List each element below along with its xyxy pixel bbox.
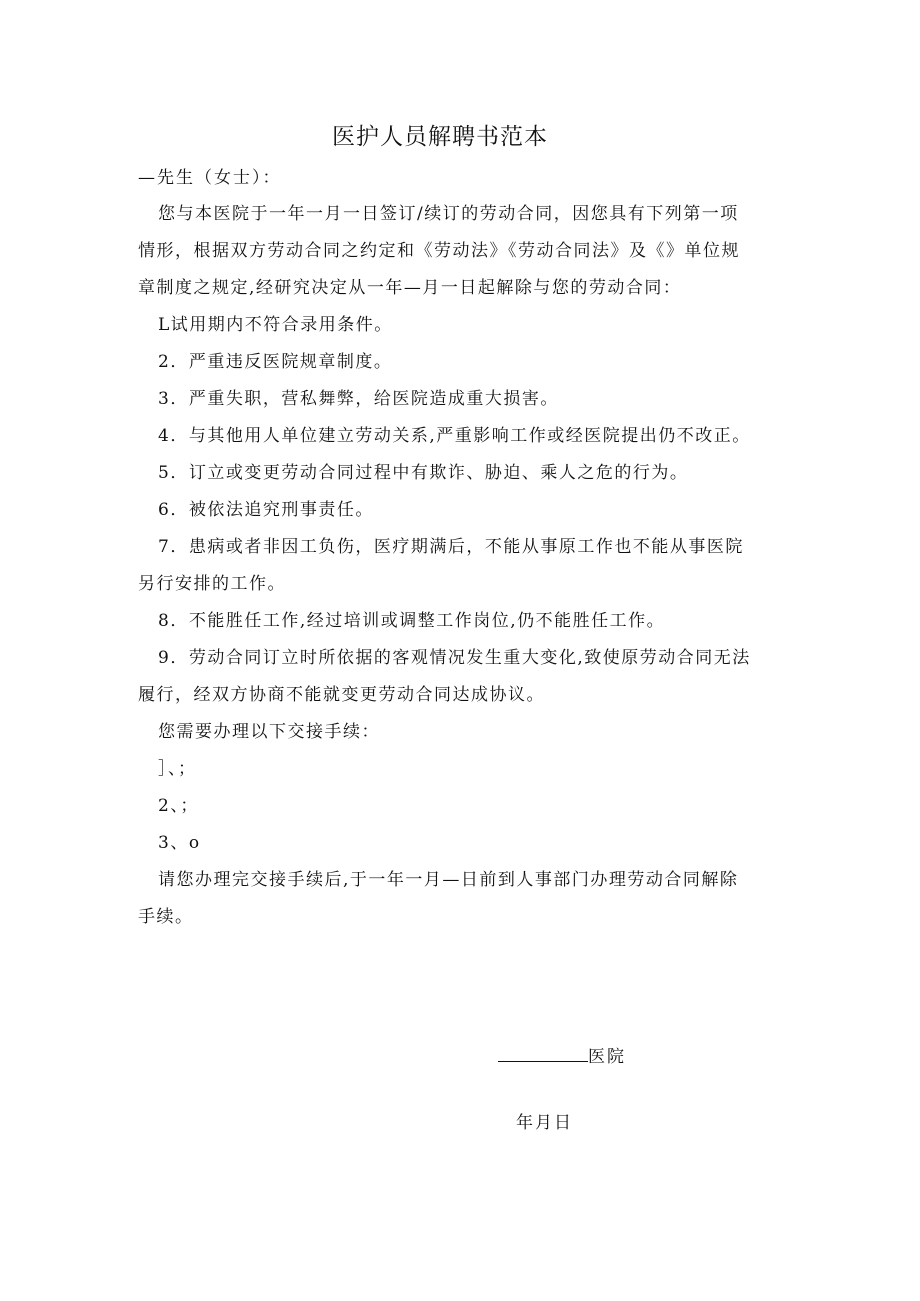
list-item: 3．严重失职，营私舞弊，给医院造成重大损害。 <box>158 389 559 409</box>
list-item: L试用期内不符合录用条件。 <box>158 315 393 335</box>
list-item: 2．严重违反医院规章制度。 <box>158 352 393 372</box>
date-line: 年月日 <box>516 1113 573 1133</box>
signature-line <box>498 1042 626 1067</box>
signature-blank <box>498 1043 588 1062</box>
hospital-label: 医院 <box>588 1047 626 1067</box>
handover-item: 2、； <box>158 796 199 816</box>
list-item: 7．患病或者非因工负伤，医疗期满后，不能从事原工作也不能从事医院另行安排的工作。 <box>138 537 744 594</box>
handover-item: ］、； <box>158 759 197 779</box>
list-item: 9．劳动合同订立时所依据的客观情况发生重大变化,致使原劳动合同无法履行，经双方协商不能就变更劳动合同达成协议。 <box>138 648 751 705</box>
document-title: 医护人员解聘书范本 <box>332 124 548 150</box>
list-item: 8．不能胜任工作,经过培训或调整工作岗位,仍不能胜任工作。 <box>158 611 666 631</box>
handover-item: 3、o <box>158 833 201 853</box>
document-body <box>138 196 756 936</box>
salutation: —先生（女士）： <box>138 168 282 188</box>
list-item: 4．与其他用人单位建立劳动关系,严重影响工作或经医院提出仍不改正。 <box>158 426 751 446</box>
paragraph-closing: 请您办理完交接手续后,于一年一月—日前到人事部门办理劳动合同解除手续。 <box>138 870 739 927</box>
paragraph-intro: 您与本医院于一年一月一日签订/续订的劳动合同，因您具有下列第一项情形，根据双方劳动合同之约定和《劳动法》《劳动合同法》及《》单位规章制度之规定,经研究决定从一年—月一日起解除与您的劳动合同： <box>138 204 740 298</box>
handover-heading: 您需要办理以下交接手续： <box>158 722 380 742</box>
list-item: 6．被依法追究刑事责任。 <box>158 500 374 520</box>
list-item: 5．订立或变更劳动合同过程中有欺诈、胁迫、乘人之危的行为。 <box>158 463 689 483</box>
